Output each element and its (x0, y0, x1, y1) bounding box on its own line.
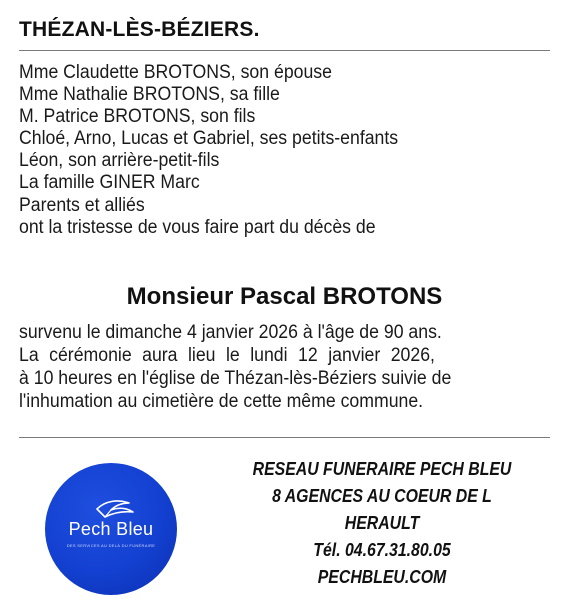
top-divider (19, 50, 550, 51)
announcement-line: ont la tristesse de vous faire part du décès de (19, 216, 376, 238)
funeral-home-agencies: 8 AGENCES AU COEUR DE L (272, 486, 492, 506)
details-line: à 10 heures en l'église de Thézan-lès-Béziers suivie de (19, 368, 452, 389)
funeral-home-contact (212, 456, 552, 591)
deceased-name: Monsieur Pascal BROTONS (126, 283, 443, 310)
details-line: La cérémonie aura lieu le lundi 12 janvier 2026, (19, 345, 435, 366)
funeral-home-region: HERAULT (344, 513, 420, 533)
family-line: Parents et alliés (19, 194, 145, 216)
family-line: La famille GINER Marc (19, 172, 200, 194)
ceremony-details (19, 321, 550, 413)
family-line: M. Patrice BROTONS, son fils (19, 106, 256, 128)
funeral-home-website: PECHBLEU.COM (317, 567, 447, 587)
family-line: Chloé, Arno, Lucas et Gabriel, ses petits-enfants (19, 128, 399, 150)
logo-tagline: DES SERVICES AU DELÀ DU FUNÉRAIRE (66, 543, 156, 548)
pech-bleu-logo (45, 463, 177, 595)
logo-name: Pech Bleu (68, 519, 154, 539)
family-line: Mme Claudette BROTONS, son épouse (19, 62, 332, 83)
funeral-home-name: RESEAU FUNERAIRE PECH BLEU (252, 459, 512, 479)
details-line: l'inhumation au cimetière de cette même commune. (19, 391, 424, 412)
family-line: Mme Nathalie BROTONS, sa fille (19, 84, 280, 106)
details-line: survenu le dimanche 4 janvier 2026 à l'âge de 90 ans. (19, 322, 442, 343)
family-line: Léon, son arrière-petit-fils (19, 150, 220, 172)
bottom-divider (19, 437, 550, 438)
town-heading: THÉZAN-LÈS-BÉZIERS. (19, 18, 260, 41)
family-list (19, 62, 427, 239)
funeral-home-phone: Tél. 04.67.31.80.05 (313, 540, 451, 560)
